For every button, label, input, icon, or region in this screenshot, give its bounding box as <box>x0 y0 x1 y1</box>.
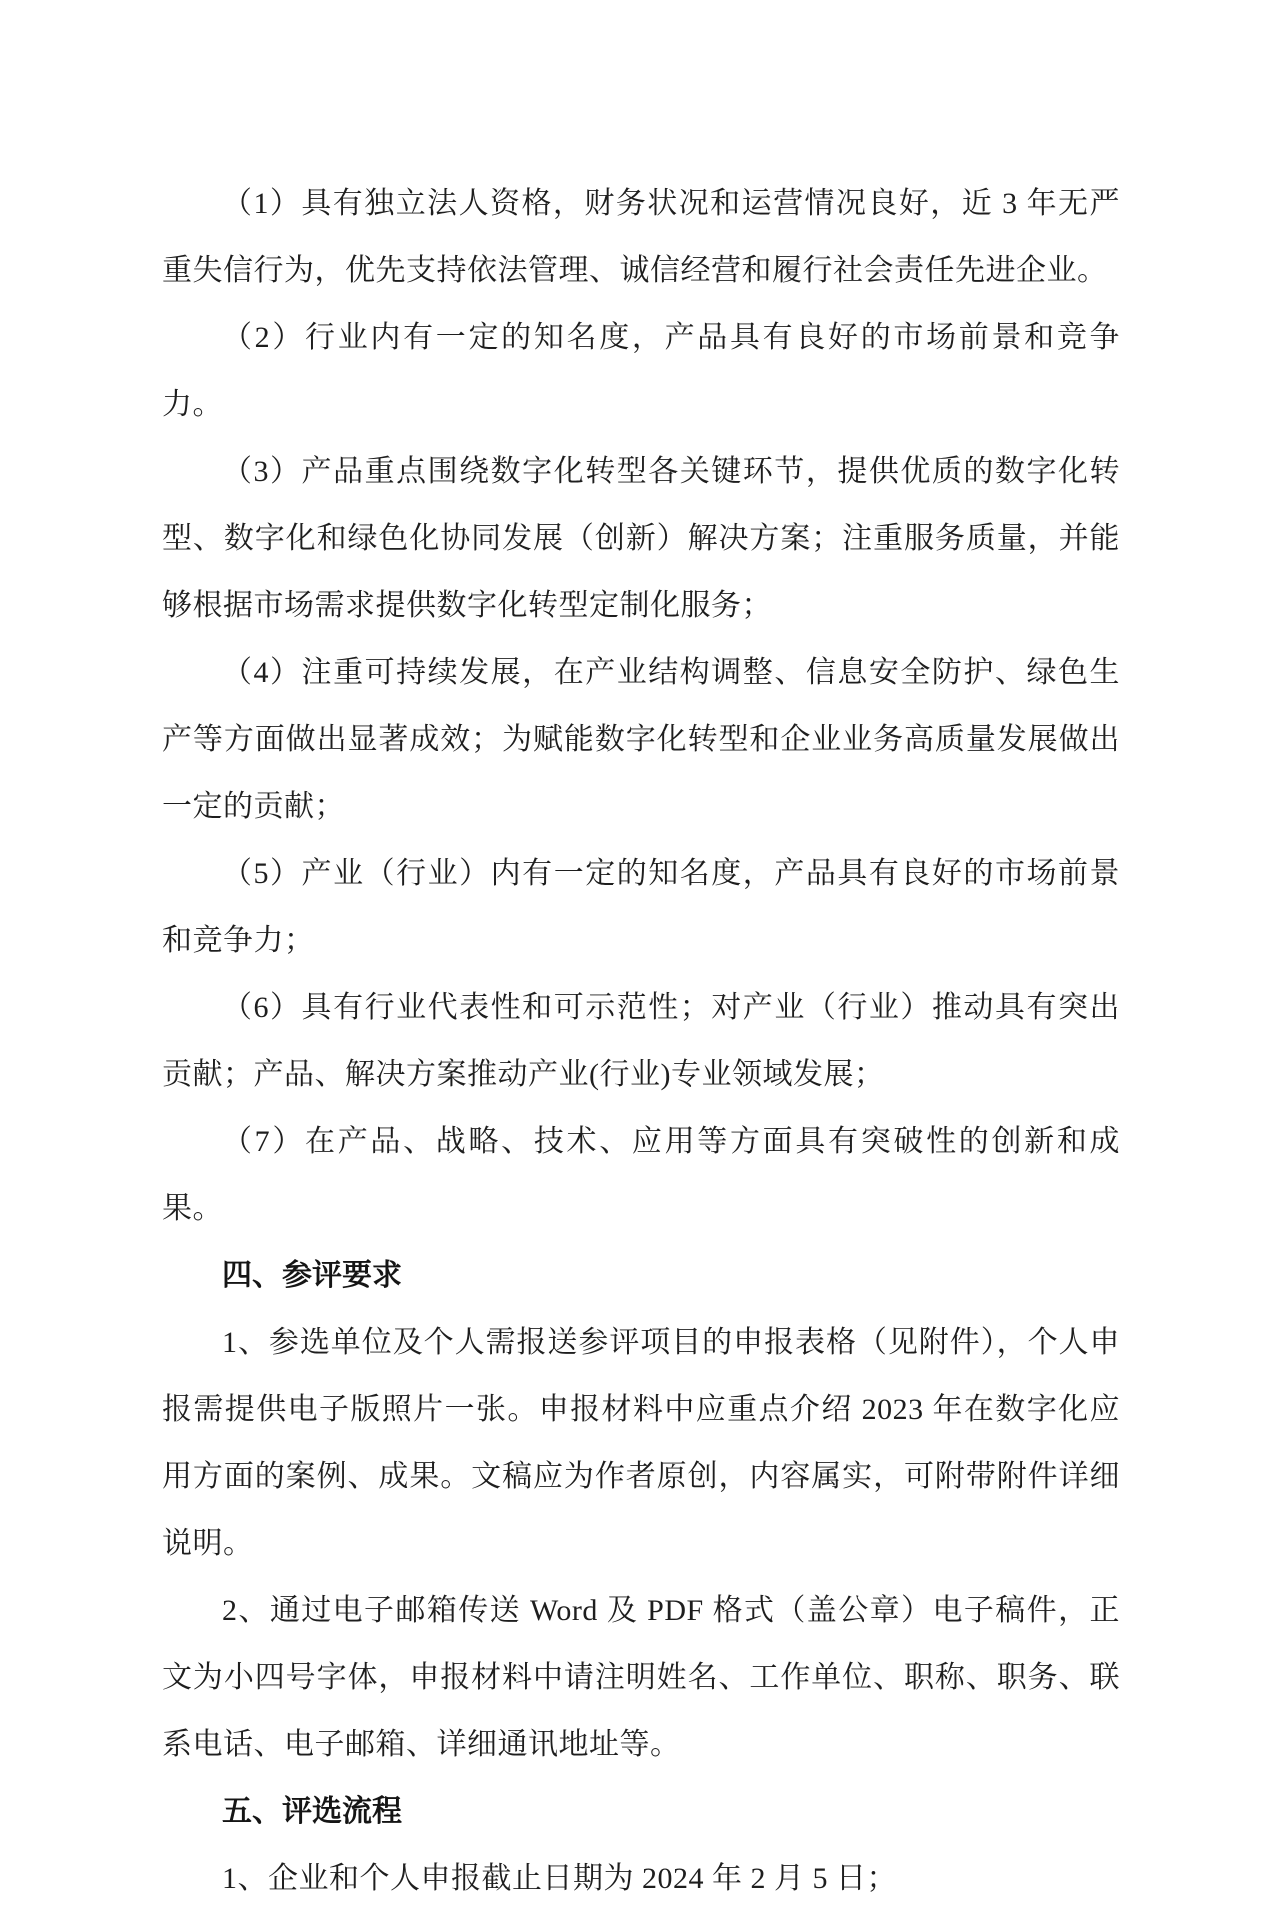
section-heading-participation-requirements: 四、参评要求 <box>222 1259 402 1292</box>
clause-1: （1）具有独立法人资格，财务状况和运营情况良好，近 3 年无严重失信行为，优先支持依法管理、诚信经营和履行社会责任先进企业。 <box>162 187 1120 287</box>
clause-4: （4）注重可持续发展，在产业结构调整、信息安全防护、绿色生产等方面做出显著成效；为赋能数字化转型和企业业务高质量发展做出一定的贡献； <box>162 656 1120 823</box>
process-step-1: 1、企业和个人申报截止日期为 2024 年 2 月 5 日； <box>222 1862 897 1895</box>
clause-5: （5）产业（行业）内有一定的知名度，产品具有良好的市场前景和竞争力； <box>162 857 1120 957</box>
requirement-2: 2、通过电子邮箱传送 Word 及 PDF 格式（盖公章）电子稿件，正文为小四号字体，申报材料中请注明姓名、工作单位、职称、职务、联系电话、电子邮箱、详细通讯地址等。 <box>162 1594 1120 1761</box>
requirement-1: 1、参选单位及个人需报送参评项目的申报表格（见附件），个人申报需提供电子版照片一张。申报材料中应重点介绍 2023 年在数字化应用方面的案例、成果。文稿应为作者原创，内容属实，可附带附件详细说明。 <box>162 1326 1120 1560</box>
clause-3: （3）产品重点围绕数字化转型各关键环节，提供优质的数字化转型、数字化和绿色化协同发展（创新）解决方案；注重服务质量，并能够根据市场需求提供数字化转型定制化服务； <box>162 455 1120 622</box>
clause-2: （2）行业内有一定的知名度，产品具有良好的市场前景和竞争力。 <box>162 321 1120 421</box>
section-heading-selection-process: 五、评选流程 <box>222 1795 402 1828</box>
clause-7: （7）在产品、战略、技术、应用等方面具有突破性的创新和成果。 <box>162 1125 1120 1225</box>
clause-6: （6）具有行业代表性和可示范性；对产业（行业）推动具有突出贡献；产品、解决方案推动产业(行业)专业领域发展； <box>162 991 1120 1091</box>
